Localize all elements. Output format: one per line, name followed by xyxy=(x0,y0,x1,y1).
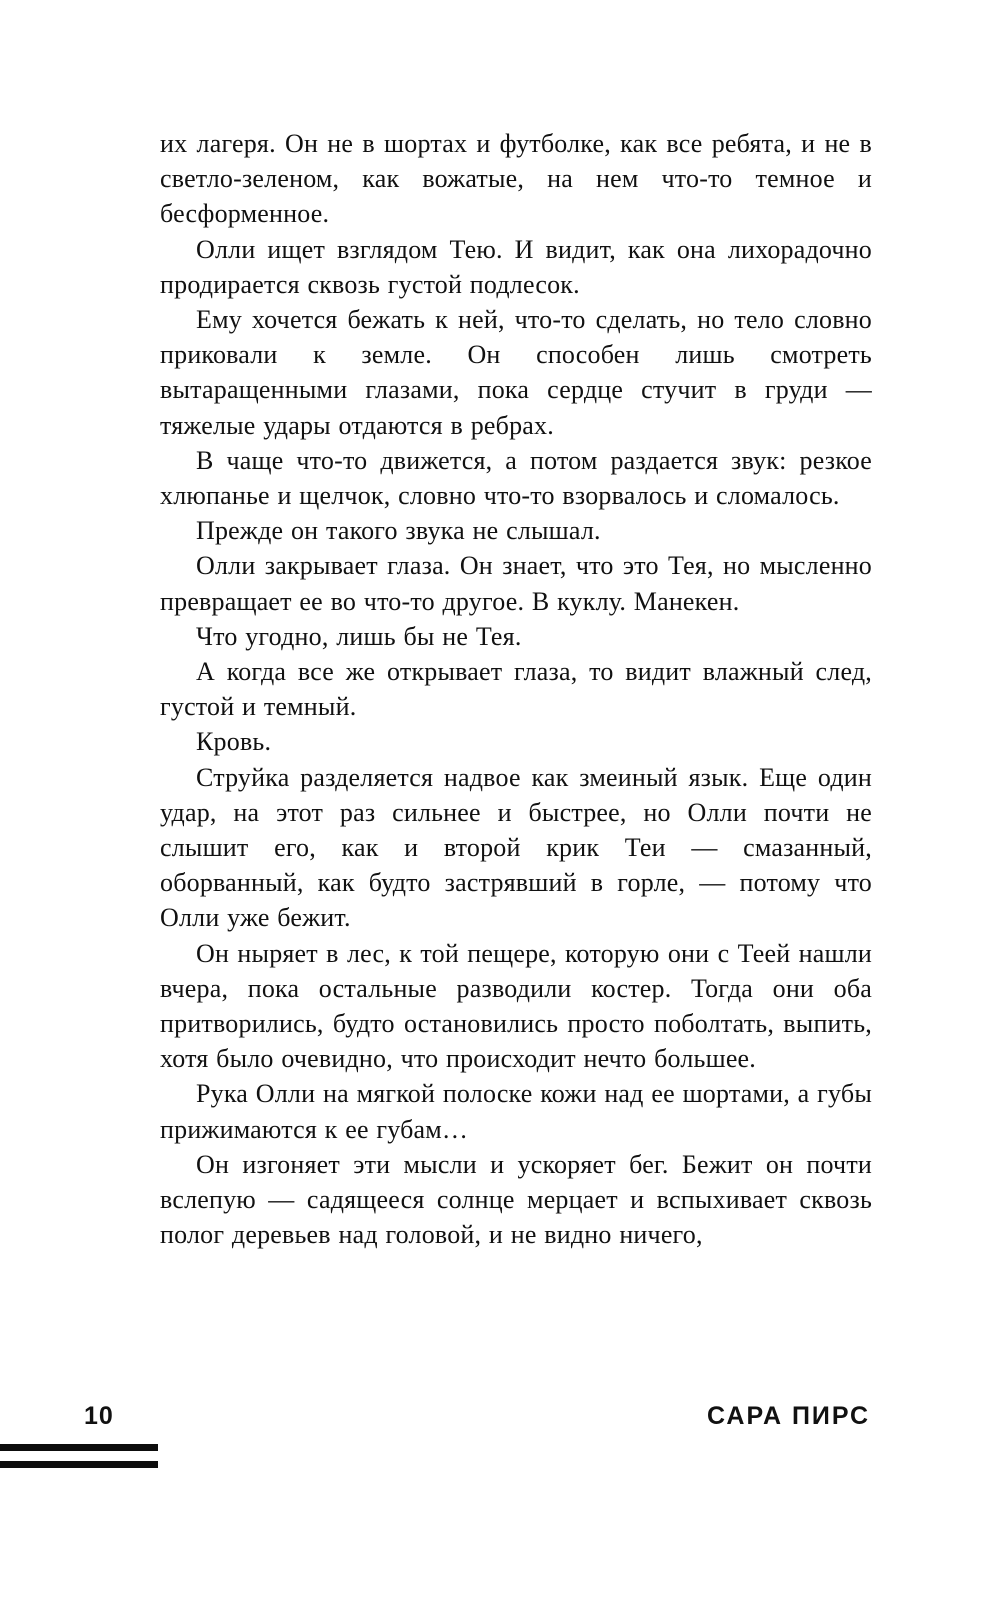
paragraph: Олли ищет взглядом Тею. И видит, как она лихорадочно продирается сквозь густой подлесок. xyxy=(160,234,872,299)
paragraph: Что угодно, лишь бы не Тея. xyxy=(196,621,522,651)
paragraph: Кровь. xyxy=(196,727,272,757)
paragraph: Струйка разделяется надвое как змеиный язык. Еще один удар, на этот раз сильнее и быстрее, но Олли почти не слышит его, как и второй крик Теи — смазанный, оборванный, как будто застрявший в горле, — потому что Олли уже бежит. xyxy=(160,762,872,933)
page-number: 10 xyxy=(84,1402,114,1430)
page-text xyxy=(160,126,872,1253)
paragraph: Он изгоняет эти мысли и ускоряет бег. Бежит он почти вслепую — садящееся солнце мерцает и вспыхивает сквозь полог деревьев над головой, и не видно ничего, xyxy=(160,1149,872,1250)
paragraph: В чаще что-то движется, а потом раздается звук: резкое хлюпанье и щелчок, словно что-то взорвалось и сломалось. xyxy=(160,445,872,511)
footer-author: САРА ПИРС xyxy=(706,1402,870,1430)
paragraph: Олли закрывает глаза. Он знает, что это Тея, но мысленно превращает ее во что-то другое. В куклу. Манекен. xyxy=(160,551,872,616)
paragraph: Он ныряет в лес, к той пещере, которую они с Теей нашли вчера, пока остальные разводили костер. Тогда они оба притворились, будто остановились просто поболтать, выпить, хотя было очевидно, что происходит нечто большее. xyxy=(160,938,872,1074)
page-footer xyxy=(0,1400,1000,1436)
footer-rule-bottom xyxy=(0,1461,158,1468)
paragraph: А когда все же открывает глаза, то видит влажный след, густой и темный. xyxy=(160,657,872,722)
footer-rule-top xyxy=(0,1444,158,1451)
paragraph: Ему хочется бежать к ней, что-то сделать, но тело словно приковали к земле. Он способен лишь смотреть вытаращенными глазами, пока сердце стучит в груди — тяжелые удары отдаются в ребрах. xyxy=(160,305,872,440)
paragraph: Прежде он такого звука не слышал. xyxy=(196,516,601,546)
paragraph: Рука Олли на мягкой полоске кожи над ее шортами, а губы прижимаются к ее губам… xyxy=(160,1079,872,1144)
paragraph: их лагеря. Он не в шортах и футболке, как все ребята, и не в светло-зеленом, как вожатые, на нем что-то темное и бесформенное. xyxy=(160,129,872,229)
